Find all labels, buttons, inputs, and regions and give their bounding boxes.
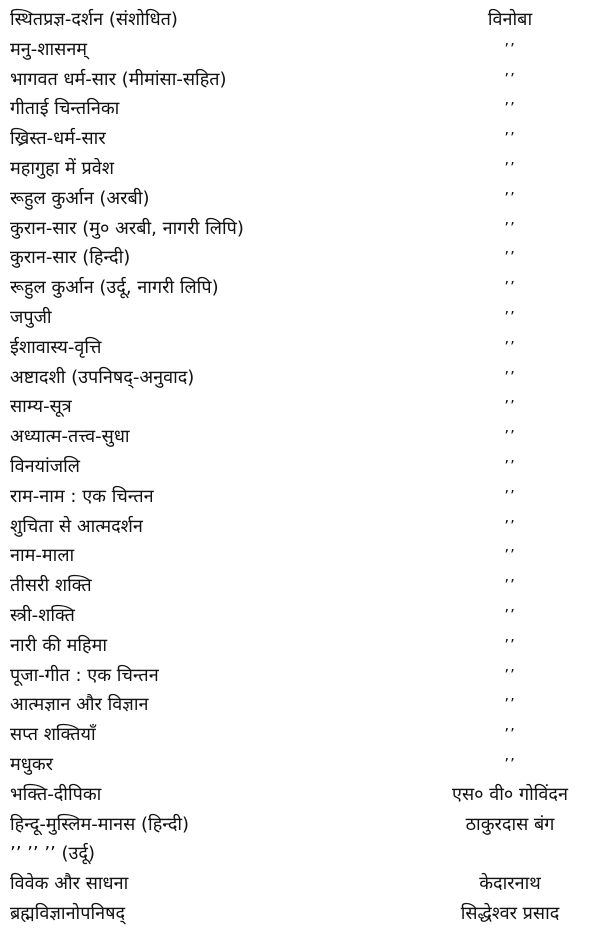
- book-entry-row: [10, 541, 595, 571]
- book-entry-row: [10, 94, 595, 124]
- book-entry-row: [10, 780, 595, 810]
- book-author: ’’: [504, 188, 516, 207]
- book-author: ’’: [504, 278, 516, 297]
- book-title: मधुकर: [10, 753, 54, 775]
- book-title: शुचिता से आत्मदर्शन: [10, 515, 143, 537]
- book-title: गीताई चिन्तनिका: [10, 98, 120, 120]
- book-author: विनोबा: [487, 9, 533, 30]
- book-entry-row: [10, 243, 595, 273]
- book-entry-row: [10, 839, 595, 869]
- book-entry-row: [10, 512, 595, 542]
- book-entry-row: [10, 661, 595, 691]
- book-title: हिन्दू-मुस्लिम-मानस (हिन्दी): [10, 813, 190, 835]
- book-entry-row: [10, 482, 595, 512]
- book-author: ’’: [504, 725, 516, 744]
- book-entry-row: [10, 452, 595, 482]
- book-entry-row: [10, 65, 595, 95]
- book-author: ’’: [504, 754, 516, 773]
- book-title: रूहुल कुर्आन (अरबी): [10, 187, 150, 209]
- book-entry-row: [10, 571, 595, 601]
- book-entry-row: [10, 810, 595, 840]
- book-author: ’’: [504, 456, 516, 475]
- book-title: पूजा-गीत : एक चिन्तन: [10, 664, 159, 686]
- book-author: ’’: [504, 39, 516, 58]
- book-author: ’’: [504, 605, 516, 624]
- book-entry-row: [10, 750, 595, 780]
- book-title: साम्य-सूत्र: [10, 396, 72, 418]
- book-author: ’’: [504, 99, 516, 118]
- book-title: अध्यात्म-तत्त्व-सुधा: [10, 426, 130, 448]
- book-title: स्थितप्रज्ञ-दर्शन (संशोधित): [10, 9, 178, 30]
- book-entry-row: [10, 690, 595, 720]
- book-entry-row: [10, 363, 595, 393]
- book-title: भक्ति-दीपिका: [10, 783, 102, 805]
- book-author: ’’: [504, 129, 516, 148]
- book-title: मनु-शासनम्: [10, 38, 88, 60]
- book-entry-row: [10, 273, 595, 303]
- book-title: विवेक और साधना: [10, 873, 129, 895]
- book-author: ’’: [504, 576, 516, 595]
- book-entry-row: [10, 124, 595, 154]
- book-author: ’’: [504, 516, 516, 535]
- book-author: ’’: [504, 546, 516, 565]
- book-author: ’’: [504, 248, 516, 267]
- book-entry-row: [10, 899, 595, 929]
- book-entry-row: [10, 869, 595, 899]
- book-author: सिद्धेश्वर प्रसाद: [460, 902, 560, 924]
- book-entry-row: [10, 5, 595, 35]
- book-title: तीसरी शक्ति: [10, 575, 92, 597]
- book-title: नारी की महिमा: [10, 634, 108, 656]
- book-title: स्त्री-शक्ति: [10, 604, 75, 626]
- book-title: अष्टादशी (उपनिषद्-अनुवाद): [10, 366, 195, 388]
- book-author: केदारनाथ: [479, 873, 541, 895]
- book-title: कुरान-सार (मु० अरबी, नागरी लिपि): [10, 217, 244, 239]
- book-title: विनयांजलि: [10, 455, 80, 477]
- book-entry-row: [10, 422, 595, 452]
- book-entry-row: [10, 35, 595, 65]
- book-entry-row: [10, 720, 595, 750]
- book-entry-row: [10, 184, 595, 214]
- book-title: ईशावास्य-वृत्ति: [10, 336, 102, 358]
- book-author: ’’: [504, 635, 516, 654]
- book-title: कुरान-सार (हिन्दी): [10, 247, 131, 269]
- book-author: ’’: [504, 69, 516, 88]
- book-author: ठाकुरदास बंग: [465, 813, 555, 835]
- book-title: नाम-माला: [10, 545, 75, 567]
- book-author: ’’: [504, 367, 516, 386]
- book-author: ’’: [504, 337, 516, 356]
- book-author: ’’: [504, 307, 516, 326]
- book-title: रूहुल कुर्आन (उर्दू, नागरी लिपि): [10, 277, 219, 299]
- book-author: ’’: [504, 218, 516, 237]
- book-entry-row: [10, 303, 595, 333]
- book-title: ख्रिस्त-धर्म-सार: [10, 128, 106, 150]
- book-author: ’’: [504, 158, 516, 177]
- book-author: एस० वी० गोविंदन: [452, 783, 568, 805]
- book-entry-row: [10, 333, 595, 363]
- book-title: भागवत धर्म-सार (मीमांसा-सहित): [10, 68, 227, 90]
- book-author: ’’: [504, 427, 516, 446]
- book-entry-row: [10, 214, 595, 244]
- book-entry-row: [10, 631, 595, 661]
- book-author: ’’: [504, 665, 516, 684]
- book-title: जपुजी: [10, 306, 52, 328]
- book-author: ’’: [504, 486, 516, 505]
- book-title: महागुहा में प्रवेश: [10, 157, 115, 179]
- book-title: आत्मज्ञान और विज्ञान: [10, 694, 149, 716]
- book-author: ’’: [504, 695, 516, 714]
- book-title: ’’ ’’ ’’ (उर्दू): [10, 843, 95, 865]
- book-title: राम-नाम : एक चिन्तन: [10, 485, 154, 507]
- book-author: ’’: [504, 397, 516, 416]
- book-entry-row: [10, 392, 595, 422]
- book-title: ब्रह्मविज्ञानोपनिषद्: [10, 902, 126, 924]
- book-entry-row: [10, 154, 595, 184]
- book-entry-row: [10, 601, 595, 631]
- book-title: सप्त शक्तियाँ: [10, 724, 96, 746]
- book-list: [10, 5, 595, 929]
